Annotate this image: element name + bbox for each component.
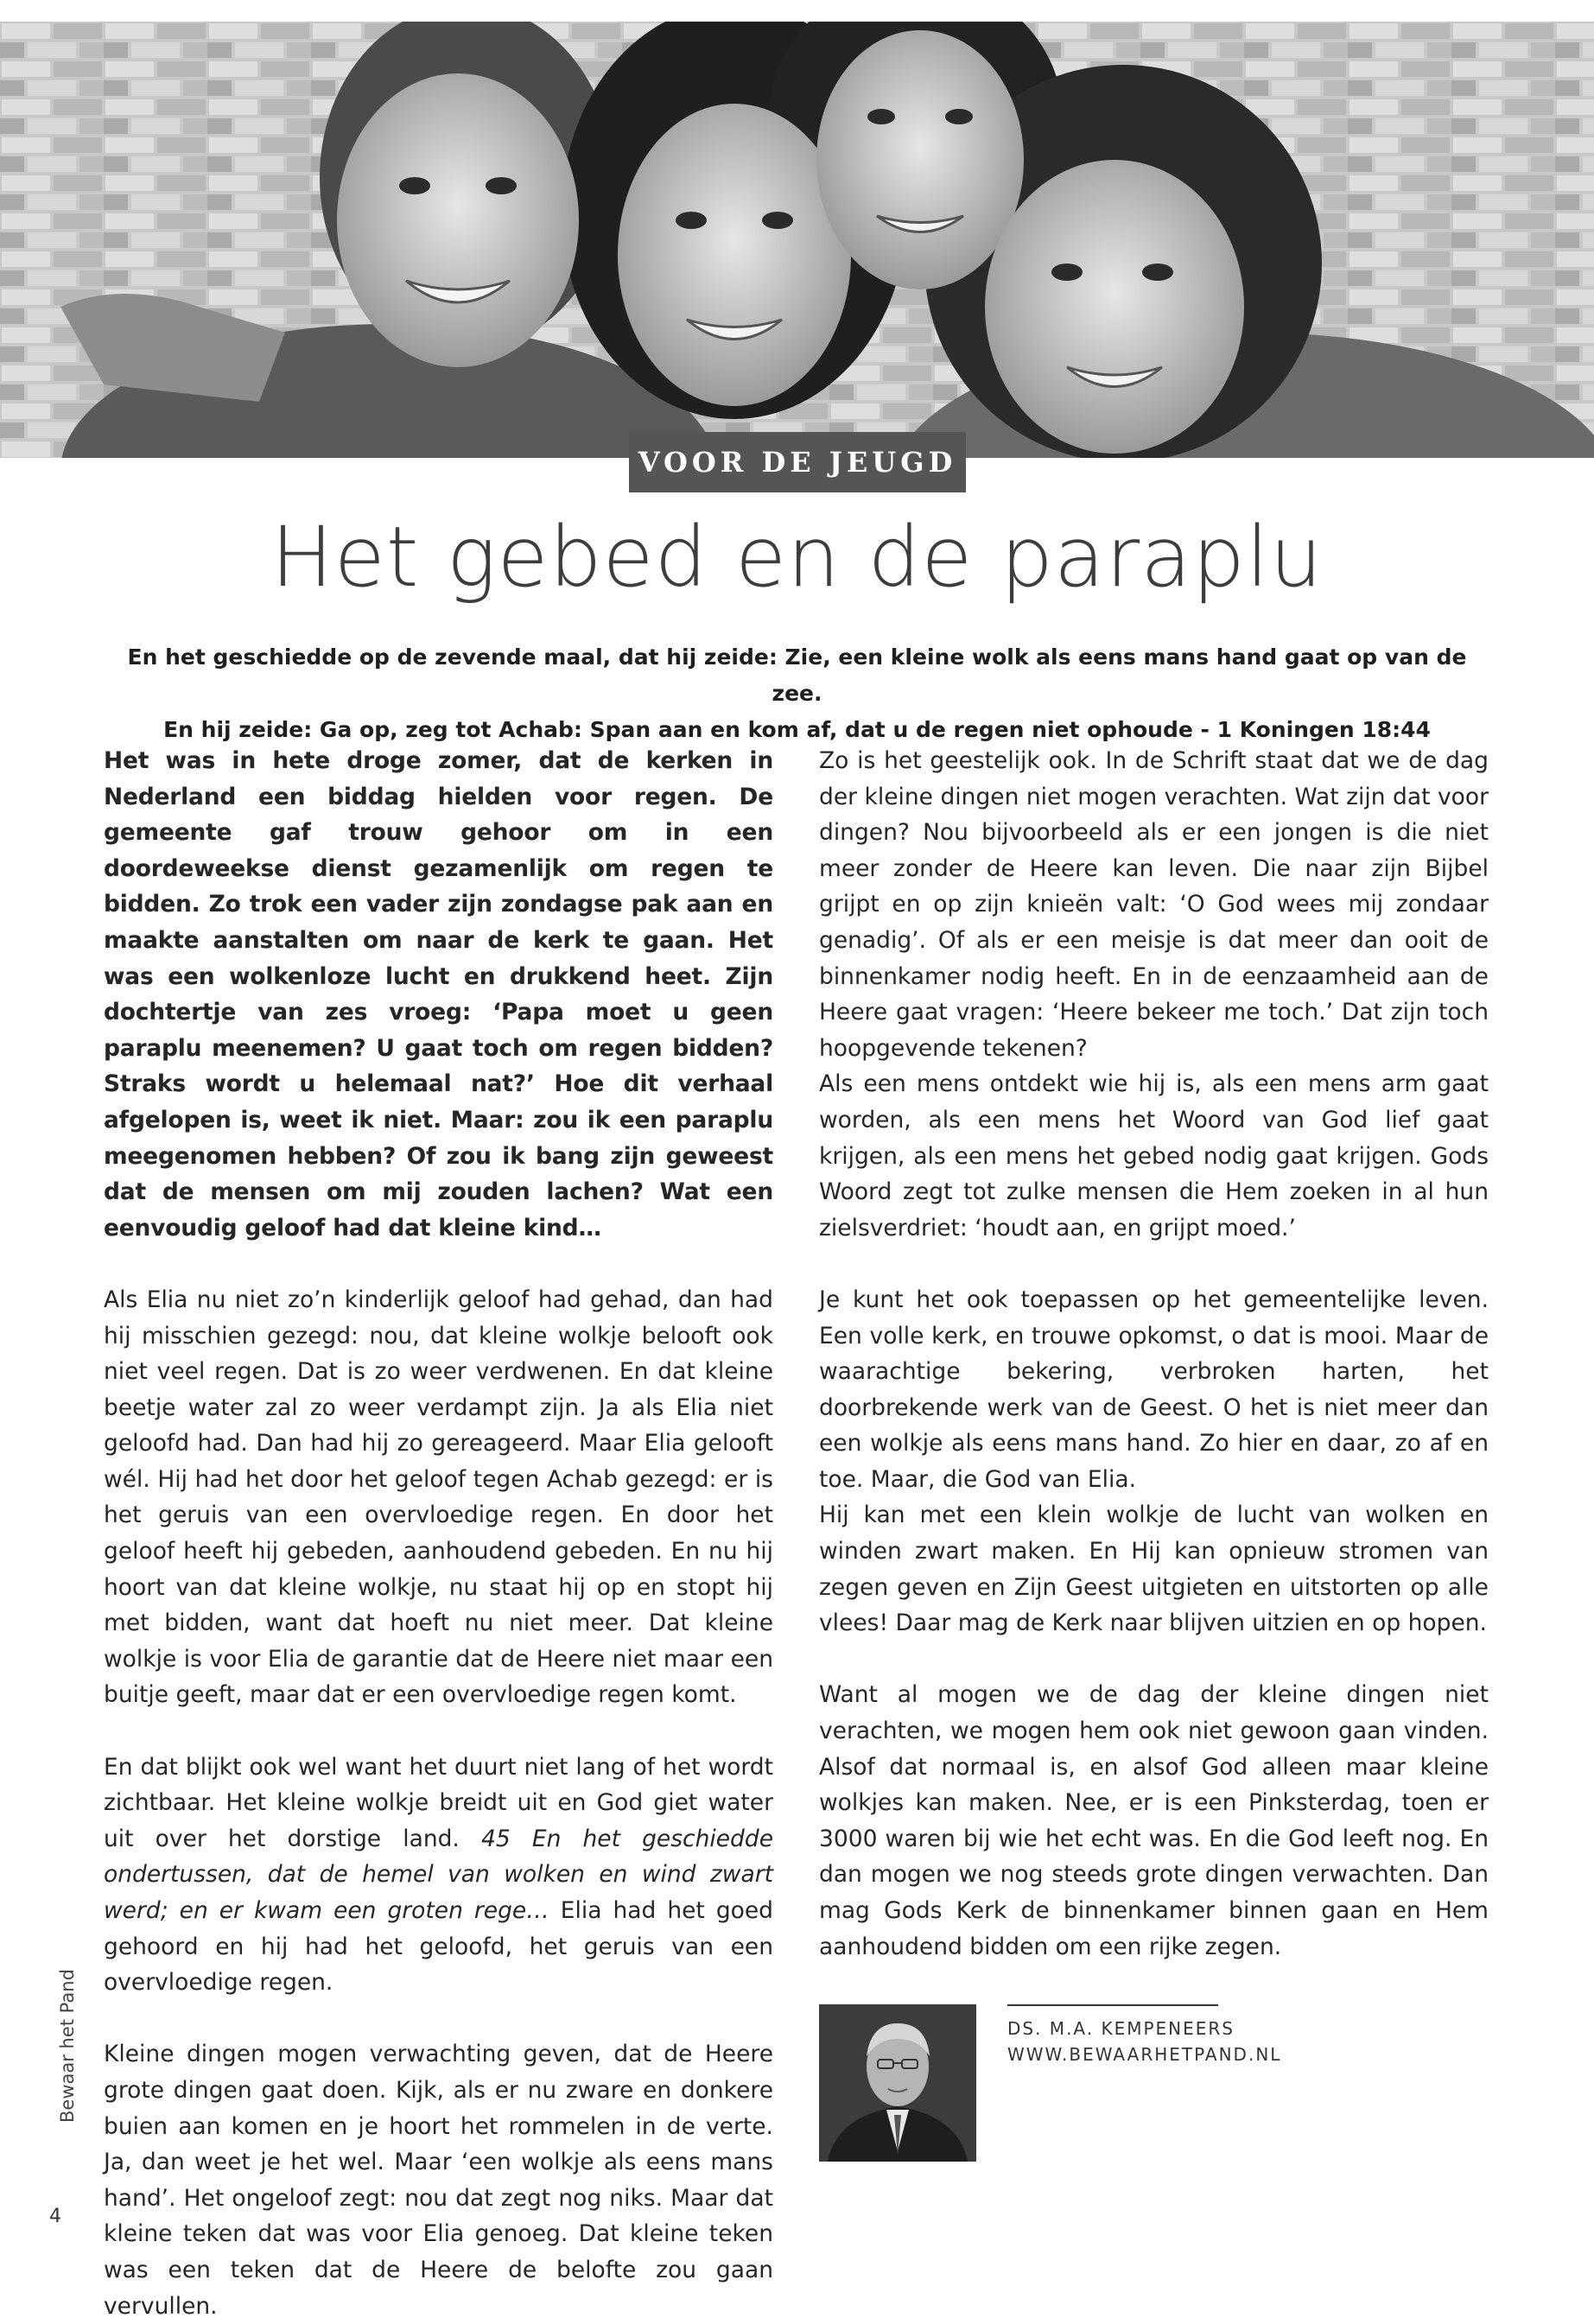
intro-paragraph: Het was in hete droge zomer, dat de kerken in Nederland een biddag hielden voor regen. De gemeente gaf trouw gehoor om in een doordeweekse dienst gezamenlijk om regen te bidden. Zo trok een vader zijn zondagse pak aan en maakte aanstalten om naar de kerk te gaan. Het was een wolkenloze lucht en drukkend heet. Zijn dochtertje van zes vroeg: ‘Papa moet u geen paraplu meenemen? U gaat toch om regen bidden? Straks wordt u helemaal nat?’ Hoe dit verhaal afgelopen is, weet ik niet. Maar: zou ik een paraplu meegenomen hebben? Of zou ik bang zijn geweest dat de mensen om mij zouden lachen? Wat een eenvoudig geloof had dat kleine kind…	[104, 747, 773, 1241]
group-of-teenagers-photo	[0, 22, 1594, 458]
paragraph-text: Elia had het goed gehoord en hij had het geloofd, het geruis van een overvloedige regen.	[104, 1897, 773, 1997]
author-photo	[819, 2004, 976, 2162]
left-column	[104, 743, 773, 2324]
author-divider	[1007, 2004, 1218, 2006]
paragraph: Als een mens ontdekt wie hij is, als een mens arm gaat worden, als een mens het Woord van God lief gaat krijgen, als een mens het gebed nodig gaat krijgen. Gods Woord zegt tot zulke mensen die Hem zoeken in al hun zielsverdriet: ‘houdt aan, en grijpt moed.’	[819, 1070, 1489, 1241]
page-number: 4	[49, 2206, 61, 2227]
paragraph: Want al mogen we de dag der kleine dingen niet verachten, we mogen hem ook niet gewoon gaan vinden. Alsof dat normaal is, en alsof God alleen maar kleine wolkjes kan maken. Nee, er is een Pinksterdag, toen er 3000 waren bij wie het echt was. En die God leeft nog. En dan mogen we nog steeds grote dingen verwachten. Dan mag Gods Kerk de binnenkamer binnen gaan en Hem aanhoudend bidden om een rijke zegen.	[819, 1681, 1489, 1960]
paragraph: Hij kan met een klein wolkje de lucht van wolken en winden zwart maken. En Hij kan opnieuw stromen van zegen geven en Zijn Geest uitgieten en uitstorten op alle vlees! Daar mag de Kerk naar blijven uitzien en op hopen.	[819, 1502, 1489, 1637]
paragraph: Als Elia nu niet zo’n kinderlijk geloof had gehad, dan had hij misschien gezegd: nou, dat kleine wolkje belooft ook niet veel regen. Dat is zo weer verdwenen. En dat kleine beetje water zal zo weer verdampt zijn. Ja als Elia niet geloofd had. Dan had hij zo gereageerd. Maar Elia gelooft wél. Hij had het door het geloof tegen Achab gezegd: er is het geruis van een overvloedige regen. En door het geloof heeft hij gebeden, aanhoudend gebeden. En nu hij hoort van dat kleine wolkje, nu staat hij op en stopt hij met bidden, want dat hoeft nu niet meer. Dat kleine wolkje is voor Elia de garantie dat de Heere niet maar een buitje geeft, maar dat er een overvloedige regen komt.	[104, 1286, 773, 1709]
author-name: DS. M.A. KEMPENEERS	[1007, 2018, 1235, 2039]
scripture-quote	[104, 639, 1490, 748]
header-photo	[0, 22, 1594, 458]
paragraph: Je kunt het ook toepassen op het gemeentelijke leven. Een volle kerk, en trouwe opkomst, o dat is mooi. Maar de waarachtige bekering, verbroken harten, het doorbrekende werk van de Geest. O het is niet meer dan een wolkje als eens mans hand. Zo hier en daar, zo af en toe. Maar, die God van Elia.	[819, 1286, 1489, 1493]
paragraph-with-quote	[104, 1749, 773, 2001]
quote-line-2: En hij zeide: Ga op, zeg tot Achab: Span aan en kom af, dat u de regen niet ophoude - 1 Koningen 18:44	[163, 717, 1431, 742]
page-title: Het gebed en de paraplu	[270, 509, 1324, 606]
quote-line-1: En het geschiedde op de zevende maal, dat hij zeide: Zie, een kleine wolk als eens mans hand gaat op van de zee.	[127, 644, 1467, 706]
paragraph: Zo is het geestelijk ook. In de Schrift staat dat we de dag der kleine dingen niet mogen verachten. Wat zijn dat voor dingen? Nou bijvoorbeeld als er een jongen is die niet meer zonder de Heere kan leven. Die naar zijn Bijbel grijpt en op zijn knieën valt: ‘O God wees mij zondaar genadig’. Of als er een meisje is dat meer dan ooit de binnenkamer nodig heeft. En in de eenzaamheid aan de Heere gaat vragen: ‘Heere bekeer me toch.’ Dat zijn toch hoopgevende tekenen?	[819, 747, 1489, 1062]
paragraph-text: En dat blijkt ook wel want het duurt niet lang of het wordt zichtbaar. Het kleine wolkje breidt uit en God giet water uit over het dorstige land.	[104, 1753, 773, 1852]
author-website: WWW.BEWAARHETPAND.NL	[1007, 2044, 1282, 2065]
scripture-citation: 45 En het geschiedde ondertussen, dat de hemel van wolken en wind zwart werd; en er kwam een groten rege…	[104, 1825, 773, 1924]
section-label: VOOR DE JEUGD	[629, 432, 966, 492]
author-portrait-icon	[819, 2004, 976, 2162]
publication-name: Bewaar het Pand	[57, 1969, 78, 2123]
paragraph: Kleine dingen mogen verwachting geven, dat de Heere grote dingen gaat doen. Kijk, als er nu zware en donkere buien aan komen en je hoort het rommelen in de verte. Ja, dan weet je het wel. Maar ‘een wolkje als eens mans hand’. Het ongeloof zegt: nou dat zegt nog niks. Maar dat kleine teken dat was voor Elia genoeg. Dat kleine teken was een teken dat de Heere de belofte zou gaan vervullen.	[104, 2041, 773, 2320]
right-column	[819, 743, 1489, 1965]
